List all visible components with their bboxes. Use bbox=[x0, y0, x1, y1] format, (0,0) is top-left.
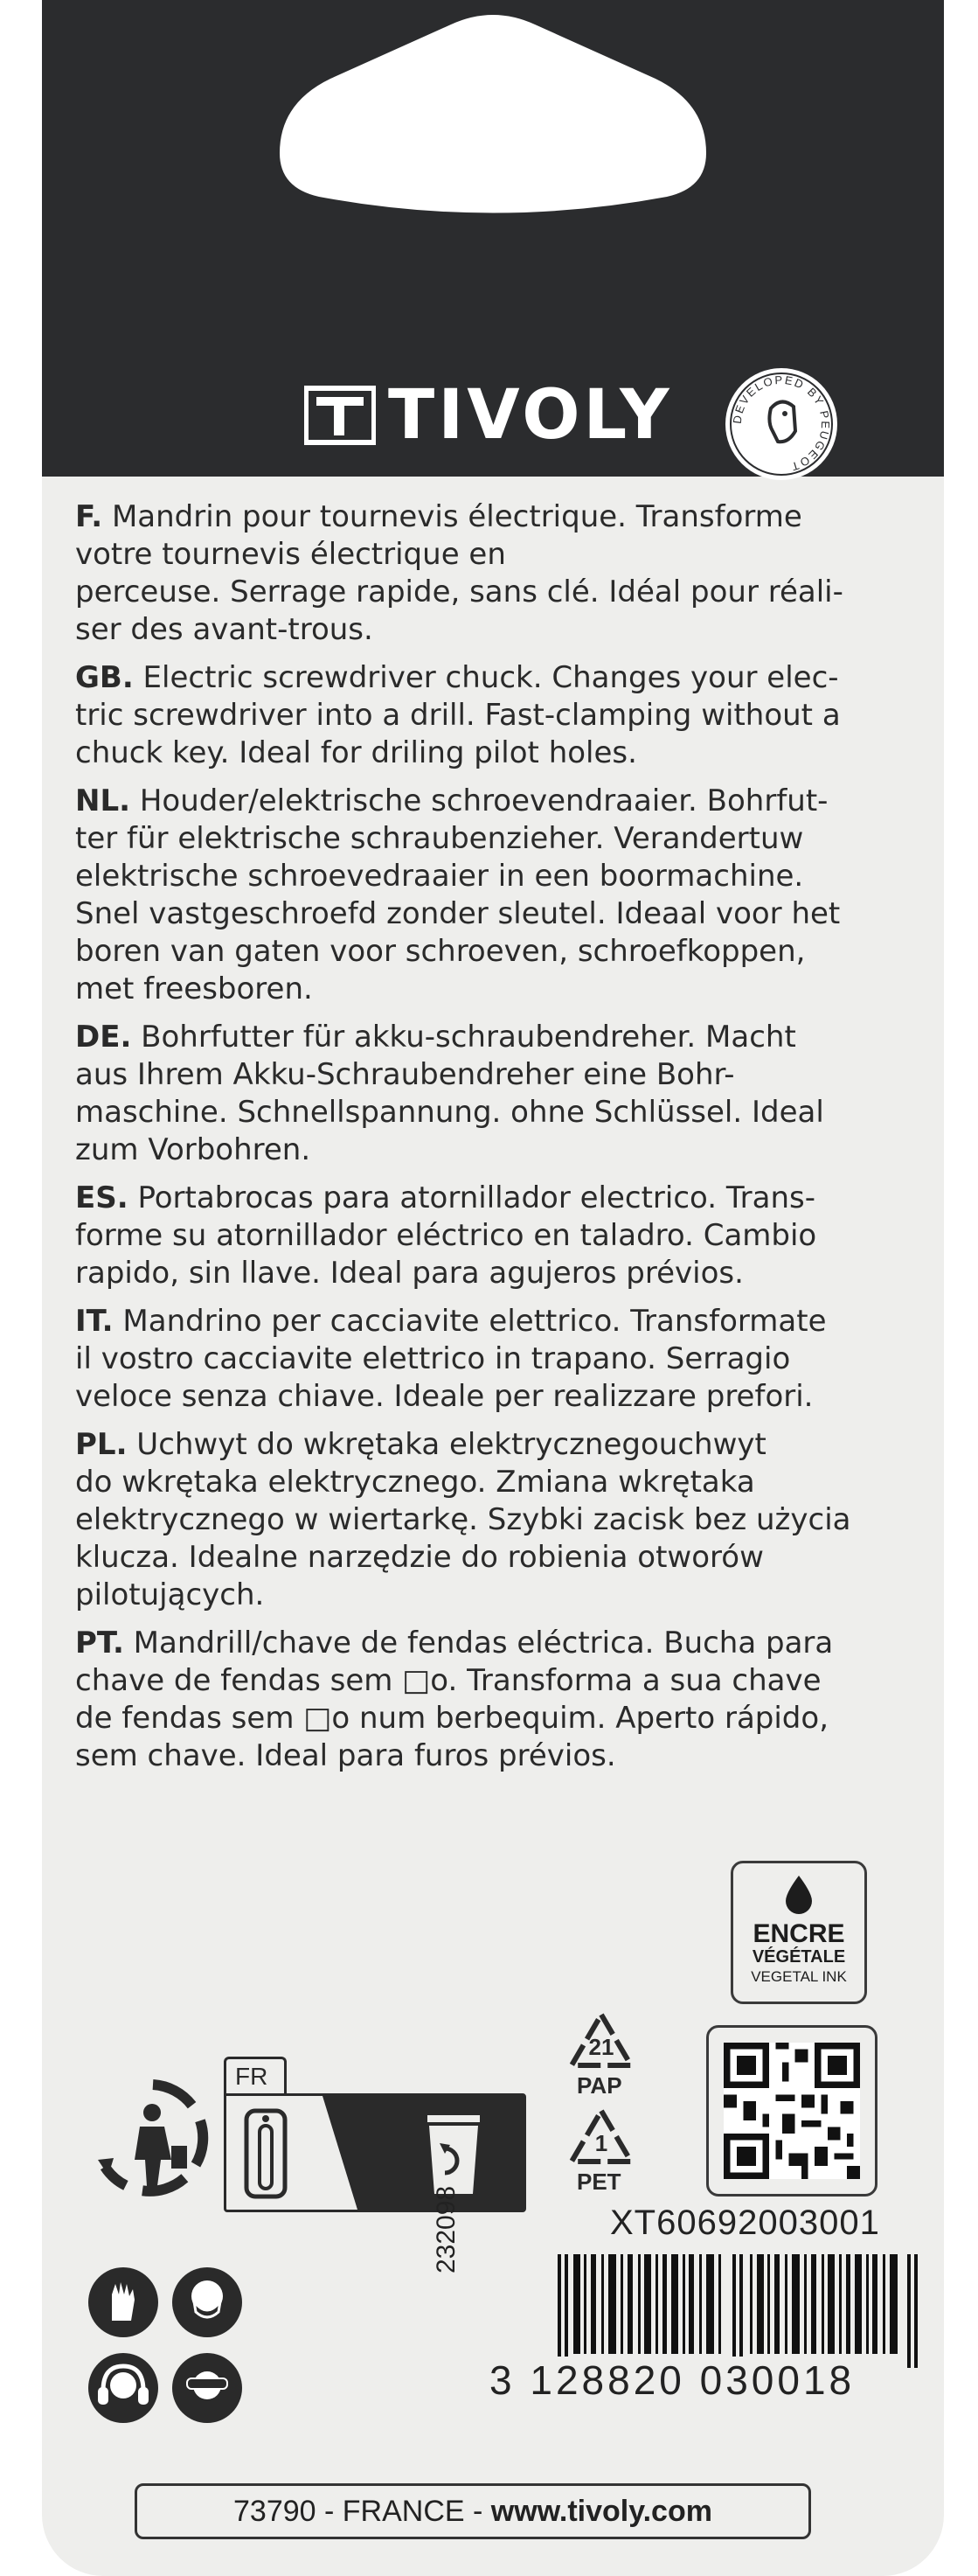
manufacturer-footer bbox=[135, 2483, 811, 2539]
sorting-country-tab bbox=[224, 2057, 287, 2096]
qr-code-icon bbox=[724, 2043, 860, 2179]
ink-line-1: ENCRE bbox=[753, 1919, 845, 1948]
vertical-code: 232098 bbox=[432, 2185, 461, 2273]
recycling-bin-icon bbox=[323, 2096, 524, 2210]
tivoly-mark-icon bbox=[304, 385, 376, 446]
description-fr: F. Mandrin pour tournevis électrique. Transforme votre tournevis électrique en perceuse. Serrage rapide, sans clé. Idéal pour réali- ser des avant-trous. bbox=[75, 499, 843, 647]
sorting-panel-frame bbox=[224, 2093, 526, 2212]
multilingual-description bbox=[75, 498, 914, 1786]
product-reference: XT60692003001 bbox=[610, 2204, 880, 2242]
description-pl: PL. Uchwyt do wkrętaka elektrycznegouchwyt do wkrętaka elektrycznego. Zmiana wkrętaka elektrycznego w wiertarkę. Szybki zacisk bez użycia klucza. Idealne narzędzie do robienia otworów pilotujących. bbox=[75, 1427, 851, 1612]
description-es: ES. Portabrocas para atornillador electrico. Trans- forme su atornillador eléctrico en taladro. Cambio rapido, sin llave. Ideal para agujeros prévios. bbox=[75, 1180, 817, 1291]
pet-label: PET bbox=[577, 2169, 621, 2195]
ink-drop-icon bbox=[782, 1874, 815, 1916]
ear-protection-icon bbox=[87, 2352, 159, 2424]
footer-country: FRANCE bbox=[342, 2494, 465, 2528]
description-nl: NL. Houder/elektrische schroevendraaier. Bohrfut- ter für elektrische schraubenzieher. Verandertuw elektrische schroevedraaier in een boormachine. Snel vastgeschroefd zonder sleutel. Ideaal voor het boren van gaten voor schroeven, schroefkoppen, met freesboren. bbox=[75, 783, 841, 1006]
peugeot-badge-icon bbox=[720, 363, 843, 485]
blister-pack-icon bbox=[244, 2108, 288, 2199]
ink-line-2: VÉGÉTALE bbox=[752, 1947, 846, 1967]
pet-recycle-icon bbox=[566, 2107, 636, 2169]
description-pt: PT. Mandrill/chave de fendas eléctrica. Bucha para chave de fendas sem □o. Transforma a sua chave de fendas sem □o num berbequim. Aperto rápido, sem chave. Ideal para furos prévios. bbox=[75, 1626, 834, 1773]
footer-website[interactable]: www.tivoly.com bbox=[490, 2494, 712, 2528]
brand-name: TIVOLY bbox=[388, 376, 673, 455]
description-de: DE. Bohrfutter für akku-schraubendreher. Macht aus Ihrem Akku-Schraubendreher eine Bohr- maschine. Schnellspannung. ohne Schlüssel. Ideal zum Vorbohren. bbox=[75, 1020, 824, 1167]
brand-logo bbox=[304, 376, 673, 455]
dust-mask-icon bbox=[171, 2266, 243, 2338]
ink-line-3: VEGETAL INK bbox=[751, 1968, 847, 1985]
gloves-icon bbox=[87, 2266, 159, 2338]
description-gb: GB. Electric screwdriver chuck. Changes your elec- tric screwdriver into a drill. Fast-clamping without a chuck key. Ideal for driling pilot holes. bbox=[75, 660, 841, 770]
tidyman-recycle-icon bbox=[87, 2072, 218, 2204]
pap-number: 21 bbox=[588, 2034, 614, 2060]
footer-separator-2: - bbox=[464, 2494, 491, 2528]
description-it: IT. Mandrino per cacciavite elettrico. Transformate il vostro cacciavite elettrico in trapano. Serragio veloce senza chiave. Ideale per realizzare prefori. bbox=[75, 1304, 827, 1414]
barcode-bars bbox=[558, 2254, 925, 2368]
pap-label: PAP bbox=[577, 2072, 622, 2099]
brand-header bbox=[42, 0, 944, 477]
safety-glasses-icon bbox=[171, 2352, 243, 2424]
vegetal-ink-label bbox=[731, 1861, 867, 2004]
sorting-info-panel bbox=[224, 2057, 547, 2212]
packaging-card bbox=[42, 0, 944, 2576]
qr-code-frame bbox=[706, 2025, 877, 2197]
barcode-area bbox=[489, 2204, 942, 2431]
pet-number: 1 bbox=[594, 2130, 608, 2156]
badge-text: DEVELOPED BY PEUGEOT bbox=[730, 372, 833, 474]
ean-number: 3 128820 030018 bbox=[486, 2357, 858, 2404]
footer-postcode: 73790 bbox=[233, 2494, 316, 2528]
pap-recycle-icon bbox=[566, 2011, 636, 2072]
sorting-country: FR bbox=[235, 2063, 268, 2090]
footer-separator-1: - bbox=[316, 2494, 343, 2528]
